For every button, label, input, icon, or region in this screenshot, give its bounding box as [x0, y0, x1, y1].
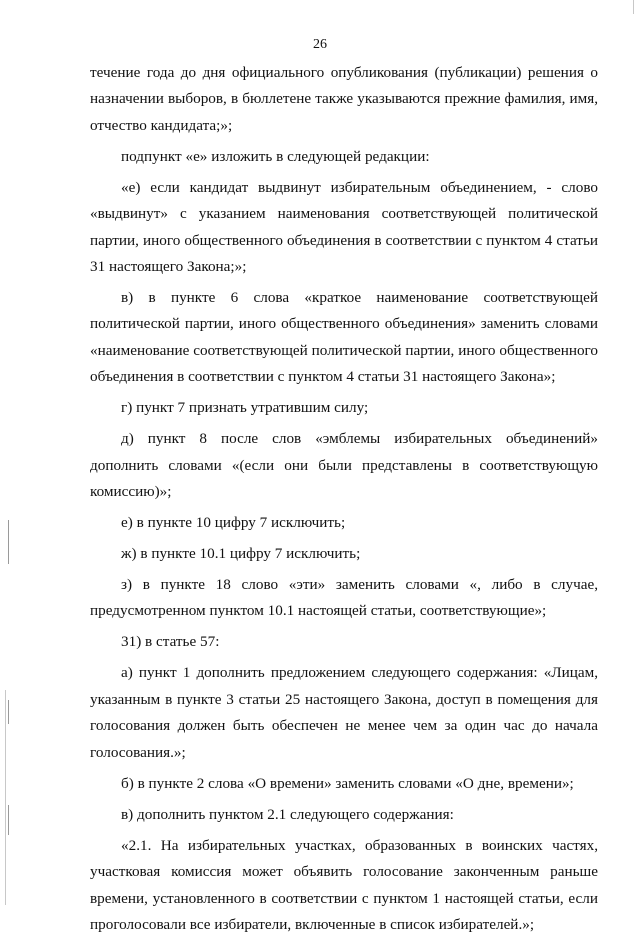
- paragraph-item-d: д) пункт 8 после слов «эмблемы избирательных объединений» дополнить словами «(если они были представлены в соответствующую комиссию)»;: [90, 430, 598, 501]
- scan-margin-mark: [8, 805, 9, 835]
- page-number: 26: [313, 37, 327, 52]
- paragraph-item-zh: ж) в пункте 10.1 цифру 7 исключить;: [121, 545, 361, 563]
- paragraph-item-z: з) в пункте 18 слово «эти» заменить словами «, либо в случае, предусмотренном пунктом 10.1 настоящей статьи, соответствующие»;: [90, 576, 598, 620]
- scan-edge-line: [5, 690, 6, 905]
- paragraph-article-57-v: в) дополнить пунктом 2.1 следующего содержания:: [121, 805, 454, 823]
- paragraph-subitem-e-text: «е) если кандидат выдвинут избирательным объединением, - слово «выдвинут» с указанием наименования соответствующей политической партии, иного общественного объединения в соответствии с пунктом 4 статьи 31 настоящего Закона;»;: [90, 178, 598, 276]
- paragraph-article-57: 31) в статье 57:: [121, 633, 220, 651]
- document-body: [90, 60, 598, 943]
- paragraph-item-v: в) в пункте 6 слова «краткое наименование соответствующей политической партии, иного общественного объединения» заменить словами «наименование соответствующей политической партии, иного общественного объединения в соответствии с пунктом 4 статьи 31 настоящего Закона»;: [90, 289, 598, 386]
- paragraph-article-57-2-1: «2.1. На избирательных участках, образованных в воинских частях, участковая комиссия может объявить голосование законченным раньше времени, установленного в соответствии с пунктом 1 настоящей статьи, если проголосовали все избиратели, включенные в список избирателей.»;: [90, 836, 598, 933]
- scan-margin-mark: [8, 700, 9, 724]
- paragraph-item-e: е) в пункте 10 цифру 7 исключить;: [121, 514, 346, 532]
- paragraph-article-57-b: б) в пункте 2 слова «О времени» заменить словами «О дне, времени»;: [121, 774, 574, 792]
- paragraph-article-57-a: а) пункт 1 дополнить предложением следующего содержания: «Лицам, указанным в пункте 3 статьи 25 настоящего Закона, доступ в помещения для голосования должен быть обеспечен не менее чем за один час до начала голосования.»;: [90, 664, 598, 761]
- paragraph-continuation: течение года до дня официального опубликования (публикации) решения о назначении выборов, в бюллетене также указываются прежние фамилия, имя, отчество кандидата;»;: [90, 64, 598, 134]
- scan-margin-mark: [8, 520, 9, 564]
- scan-edge-line: [633, 0, 634, 14]
- paragraph-subitem-e-instruction: подпункт «е» изложить в следующей редакции:: [121, 147, 430, 165]
- paragraph-item-g: г) пункт 7 признать утратившим силу;: [121, 399, 369, 417]
